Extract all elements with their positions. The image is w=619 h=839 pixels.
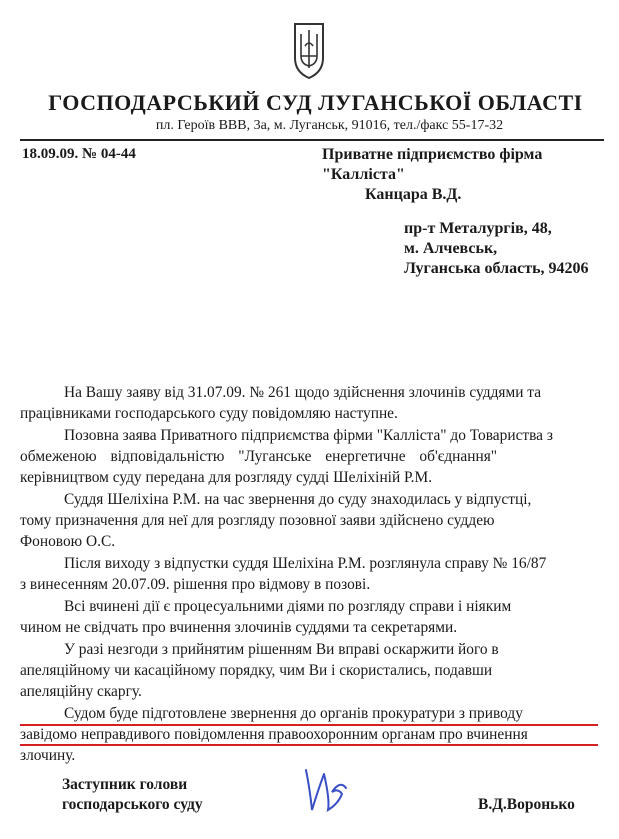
recipient-address-2: м. Алчевськ, xyxy=(404,240,498,257)
paragraph-line: з винесенням 20.07.09. рішення про відмову в позові. xyxy=(20,576,371,593)
red-highlight-underline-bottom xyxy=(20,744,598,746)
paragraph-line: апеляційному чи касаційному порядку, чим Ви і скористались, подавши xyxy=(20,662,493,679)
paragraph-line: злочину. xyxy=(20,747,76,764)
paragraph-line: Після виходу з відпустки суддя Шеліхіна Р.М. розглянула справу № 16/87 xyxy=(64,555,547,572)
paragraph-line: Позовна заява Приватного підприємства фірми "Калліста" до Товариства з xyxy=(64,427,553,444)
paragraph-line: керівництвом суду передана для розгляду судді Шеліхіній Р.М. xyxy=(20,469,433,486)
red-highlight-underline-top xyxy=(20,724,598,726)
court-address: пл. Героїв ВВВ, 3а, м. Луганськ, 91016, тел./факс 55-17-32 xyxy=(155,118,504,133)
recipient-line-2: "Калліста" xyxy=(322,166,405,183)
paragraph-line: апеляційну скаргу. xyxy=(20,683,142,700)
paragraph-line: У разі незгоди з прийнятим рішенням Ви вправі оскаржити його в xyxy=(64,641,499,658)
paragraph-line: обмеженою відповідальністю "Луганське енергетичне об'єднання" xyxy=(20,448,498,465)
handwritten-signature xyxy=(298,760,354,816)
outgoing-number: 18.09.09. № 04-44 xyxy=(22,146,136,162)
recipient-line-1: Приватне підприємство фірма xyxy=(322,146,543,163)
paragraph-line: Фоновою О.С. xyxy=(20,533,116,550)
signer-title-line-2: господарського суду xyxy=(62,796,203,813)
court-name: ГОСПОДАРСЬКИЙ СУД ЛУГАНСЬКОЇ ОБЛАСТІ xyxy=(48,90,583,115)
recipient-name: Канцара В.Д. xyxy=(365,186,462,203)
paragraph-line: Всі вчинені дії є процесуальними діями по розгляду справи і ніяким xyxy=(64,598,512,615)
signer-name: В.Д.Воронько xyxy=(478,796,575,813)
signer-title-line-1: Заступник голови xyxy=(62,776,188,793)
paragraph-line: чином не свідчать про вчинення злочинів суддями та секретарями. xyxy=(20,619,458,636)
paragraph-line: Судом буде підготовлене звернення до органів прокуратури з приводу xyxy=(64,705,523,722)
recipient-address-1: пр-т Металургів, 48, xyxy=(404,220,552,237)
paragraph-line: На Вашу заяву від 31.07.09. № 261 щодо здійснення злочинів суддями та xyxy=(64,384,542,401)
paragraph-line: Суддя Шеліхіна Р.М. на час звернення до суду знаходилась у відпустці, xyxy=(64,491,532,508)
recipient-address-3: Луганська область, 94206 xyxy=(404,260,589,277)
paragraph-line: працівниками господарського суду повідомляю наступне. xyxy=(20,405,398,422)
paragraph-line-highlighted: завідомо неправдивого повідомлення правоохоронним органам про вчинення xyxy=(20,726,528,743)
paragraph-line: тому призначення для неї для розгляду позовної заяви здійснено суддею xyxy=(20,512,495,529)
